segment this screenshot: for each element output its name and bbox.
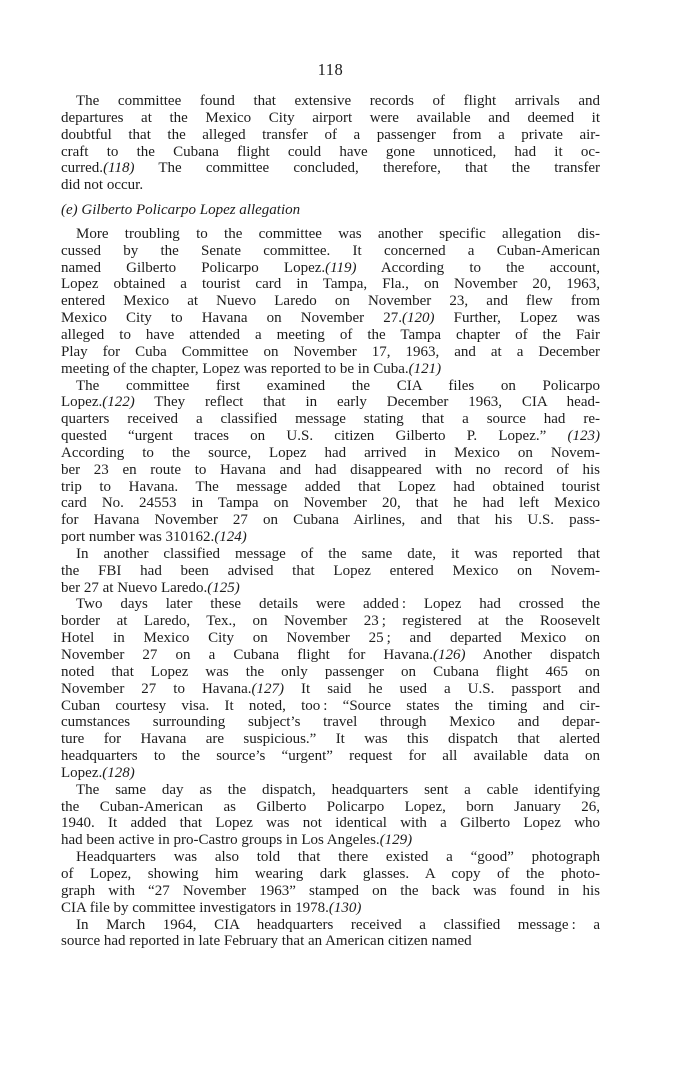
footnote-citation: (120) [401,310,435,327]
text-line: did not occur. [61,177,144,194]
text-line: port number was 310162.(124) [61,529,247,546]
text-line: of Lopez, showing him wearing dark glasses. A copy of the photo- [61,865,600,882]
text-line: Headquarters was also told that there existed a “good” photograph [76,849,600,866]
text-line: border at Laredo, Tex., on November 23 ; registered at the Roosevelt [61,613,600,630]
footnote-citation: (119) [325,259,357,276]
text-line: Hotel in Mexico City on November 25 ; and departed Mexico on [61,630,600,647]
text-line: Lopez.(122) They reflect that in early December 1963, CIA head- [61,394,600,411]
text-line: the Cuban-American as Gilberto Policarpo Lopez, born January 26, [61,798,600,815]
text-line: (e) Gilberto Policarpo Lopez allegation [61,202,301,219]
text-line: source had reported in late February that an American citizen named [61,933,472,950]
section-heading [61,202,600,219]
text-line: According to the source, Lopez had arrived in Mexico on Novem- [61,444,600,461]
text-line: doubtful that the alleged transfer of a passenger from a private air- [61,126,600,143]
text-line: departures at the Mexico City airport were available and deemed it [61,109,600,126]
text-line: quested “urgent traces on U.S. citizen Gilberto P. Lopez.” (123) [61,428,600,445]
text-line: 1940. It added that Lopez was not identical with a Gilberto Lopez who [61,815,600,832]
text-line: In March 1964, CIA headquarters received a classified message : a [76,916,600,933]
text-line: ber 27 at Nuevo Laredo.(125) [61,579,240,596]
paragraph [61,849,600,916]
text-line: meeting of the chapter, Lopez was reported to be in Cuba.(121) [61,360,442,377]
paragraph [61,596,600,781]
footnote-citation: (118) [103,160,135,177]
footnote-citation: (125) [207,579,240,596]
text-line: ture for Havana are suspicious.” It was this dispatch that alerted [61,731,600,748]
text-line: card No. 24553 in Tampa on November 20, that he had left Mexico [61,495,600,512]
text-line: ber 23 en route to Havana and had disappeared with no record of his [61,461,600,478]
text-line: Two days later these details were added : Lopez had crossed the [76,596,600,613]
paragraph [61,546,600,597]
text-line: Play for Cuba Committee on November 17, 1963, and at a December [61,343,600,360]
text-line: trip to Havana. The message added that Lopez had obtained tourist [61,478,600,495]
text-line: graph with “27 November 1963” stamped on the back was found in his [61,882,600,899]
paragraph [61,226,600,378]
text-line: CIA file by committee investigators in 1978.(130) [61,899,362,916]
text-line: craft to the Cubana flight could have gone unnoticed, had it oc- [61,143,600,160]
text-line: entered Mexico at Nuevo Laredo on November 23, and flew from [61,293,600,310]
footnote-citation: (128) [102,764,135,781]
text-line: cumstances surrounding subject’s travel through Mexico and depar- [61,714,600,731]
footnote-citation: (127) [251,680,285,697]
text-line: The committee first examined the CIA files on Policarpo [76,377,600,394]
text-line: the FBI had been advised that Lopez entered Mexico on Novem- [61,562,600,579]
text-line: named Gilberto Policarpo Lopez.(119) According to the account, [61,259,600,276]
footnote-citation: (121) [408,360,442,377]
footnote-citation: (130) [328,899,362,916]
text-line: for Havana November 27 on Cubana Airlines, and that his U.S. pass- [61,512,600,529]
text-line: The committee found that extensive records of flight arrivals and [76,93,600,109]
text-line: noted that Lopez was the only passenger on Cubana flight 465 on [61,663,600,680]
text-line: headquarters to the source’s “urgent” request for all available data on [61,748,600,765]
text-line: More troubling to the committee was another specific allegation dis- [76,225,600,242]
text-line: cussed by the Senate committee. It concerned a Cuban-American [61,242,600,259]
paragraph [61,378,600,546]
footnote-citation: (126) [432,647,466,663]
text-line: In another classified message of the same date, it was reported that [76,545,600,562]
text-line: Mexico City to Havana on November 27.(120) Further, Lopez was [61,310,600,327]
text-line: quarters received a classified message stating that a source had re- [61,411,600,428]
text-line: November 27 to Havana.(127) It said he used a U.S. passport and [61,680,600,697]
paragraph [61,782,600,849]
paragraph [61,93,600,194]
footnote-citation: (124) [214,529,247,546]
text-line: Lopez obtained a tourist card in Tampa, Fla., on November 20, 1963, [61,276,600,293]
text-line: Cuban courtesy visa. It noted, too : “Source states the timing and cir- [61,697,600,714]
text-line: had been active in pro-Castro groups in Los Angeles.(129) [61,832,413,849]
footnote-citation: (122) [102,394,135,411]
text-line: Lopez.(128) [61,764,135,781]
text-line: alleged to have attended a meeting of the Tampa chapter of the Fair [61,326,600,343]
footnote-citation: (129) [379,832,413,849]
text-line: The same day as the dispatch, headquarters sent a cable identifying [76,781,600,798]
text-line: curred.(118) The committee concluded, therefore, that the transfer [61,160,600,177]
document-body [61,93,600,950]
footnote-citation: (123) [567,428,600,445]
page-number: 118 [317,60,344,79]
paragraph [61,917,600,951]
text-line: November 27 on a Cubana flight for Havana.(126) Another dispatch [61,647,600,663]
